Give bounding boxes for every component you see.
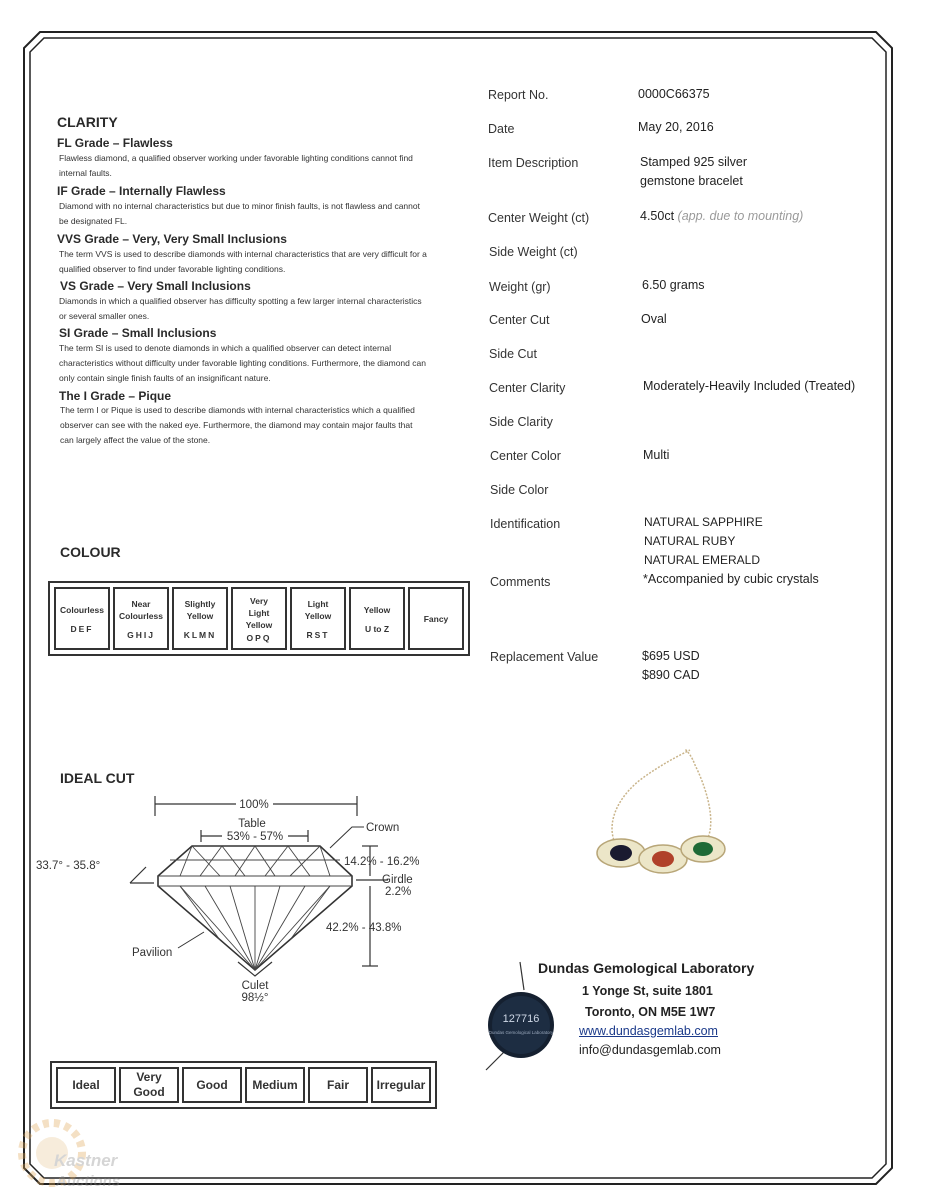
cut-grade-cell: Very Good xyxy=(119,1067,179,1103)
colour-title: COLOUR xyxy=(60,544,121,560)
cut-grade-cell: Medium xyxy=(245,1067,305,1103)
grade-if-heading: IF Grade – Internally Flawless xyxy=(57,184,226,198)
colour-cell: Yellow U to Z xyxy=(349,587,405,650)
grade-si-text: The term SI is used to denote diamonds in which a qualified observer can detect internal characteristics without difficulty under favorable lighting conditions. Furthermore, the diamond can only contain single finish faults of an insignificant nature. xyxy=(59,343,426,383)
grade-vs-heading: VS Grade – Very Small Inclusions xyxy=(60,279,251,293)
colour-cell: Light Yellow RST xyxy=(290,587,346,650)
colour-cell: Slightly Yellow KLMN xyxy=(172,587,228,650)
table-range-label: 53% - 57% xyxy=(226,831,284,843)
colour-cell: Colourless DEF xyxy=(54,587,110,650)
auction-watermark-logo xyxy=(12,1108,142,1198)
identification-value-3: NATURAL EMERALD xyxy=(644,553,761,567)
side-clarity-label: Side Clarity xyxy=(489,415,553,429)
cut-grade-cell: Ideal xyxy=(56,1067,116,1103)
grade-i-heading: The I Grade – Pique xyxy=(59,389,172,403)
colour-scale-table xyxy=(48,581,470,656)
comments-value: *Accompanied by cubic crystals xyxy=(643,572,819,586)
grade-if-text: Diamond with no internal characteristics but due to minor finish faults, is not flawless and cannot be designated FL. xyxy=(59,201,420,226)
svg-text:Auctions: Auctions xyxy=(56,1173,121,1190)
grade-si-heading: SI Grade – Small Inclusions xyxy=(59,326,217,340)
clarity-title: CLARITY xyxy=(57,114,118,130)
center-weight-value: 4.50ct (app. due to mounting) xyxy=(640,209,804,223)
item-description-label: Item Description xyxy=(488,156,579,170)
crown-height-label: 14.2% - 16.2% xyxy=(344,856,420,868)
grade-i-text: The term I or Pique is used to describe diamonds with internal characteristics which a qualified observer can see with the naked eye. Furthermore, the diamond may contain major faults that can largely affect the value of the stone. xyxy=(60,405,415,445)
grade-vvs-text: The term VVS is used to describe diamonds with internal characteristics that are very difficult for a qualified observer to find under favorable lighting conditions. xyxy=(59,249,427,274)
svg-text:Kastner: Kastner xyxy=(54,1151,118,1170)
side-color-label: Side Color xyxy=(490,483,549,497)
grade-fl-heading: FL Grade – Flawless xyxy=(57,136,173,150)
side-cut-label: Side Cut xyxy=(489,347,537,361)
ideal-cut-title: IDEAL CUT xyxy=(60,770,135,786)
culet-angle-label: 98½° xyxy=(241,992,269,1004)
girdle-label: Girdle xyxy=(382,874,413,886)
colour-cell: Near Colourless GHIJ xyxy=(113,587,169,650)
center-color-label: Center Color xyxy=(490,449,561,463)
replacement-usd: $695 USD xyxy=(642,649,700,663)
width-label: 100% xyxy=(239,799,269,811)
report-no-value: 0000C66375 xyxy=(638,87,710,101)
comments-label: Comments xyxy=(490,575,551,589)
date-value: May 20, 2016 xyxy=(638,120,714,134)
girdle-pct-label: 2.2% xyxy=(385,886,412,898)
report-no-label: Report No. xyxy=(488,88,549,102)
bracelet-photo xyxy=(585,745,735,880)
center-clarity-value: Moderately-Heavily Included (Treated) xyxy=(643,379,856,393)
center-clarity-label: Center Clarity xyxy=(489,381,566,395)
lab-name: Dundas Gemological Laboratory xyxy=(538,960,755,976)
crown-angle-label: 33.7° - 35.8° xyxy=(36,860,101,872)
colour-cell: Fancy xyxy=(408,587,464,650)
weight-gr-label: Weight (gr) xyxy=(489,280,551,294)
item-description-value: Stamped 925 silver xyxy=(640,155,748,169)
center-cut-label: Center Cut xyxy=(489,313,550,327)
colour-cell: Very Light Yellow OPQ xyxy=(231,587,287,650)
lab-website-link[interactable]: www.dundasgemlab.com xyxy=(579,1024,718,1038)
lab-email: info@dundasgemlab.com xyxy=(579,1043,721,1057)
table-label: Table xyxy=(238,818,266,830)
diamond-cut-diagram xyxy=(30,790,430,1015)
seal-number: 127716 xyxy=(502,1013,540,1025)
culet-label: Culet xyxy=(241,980,269,992)
grade-vs-text: Diamonds in which a qualified observer has difficulty spotting a few larger internal characteristics or several smaller ones. xyxy=(59,296,422,321)
identification-value-1: NATURAL SAPPHIRE xyxy=(644,515,763,529)
center-cut-value: Oval xyxy=(641,312,667,326)
center-weight-label: Center Weight (ct) xyxy=(488,211,590,225)
cut-grade-cell: Good xyxy=(182,1067,242,1103)
lab-address-1: 1 Yonge St, suite 1801 xyxy=(582,984,713,998)
seal-text: Dundas Gemological Laboratory xyxy=(488,1030,554,1035)
lab-address-2: Toronto, ON M5E 1W7 xyxy=(585,1005,716,1019)
date-label: Date xyxy=(488,122,515,136)
side-weight-label: Side Weight (ct) xyxy=(489,245,578,259)
item-description-value-2: gemstone bracelet xyxy=(640,174,743,188)
cut-grade-cell: Irregular xyxy=(371,1067,431,1103)
lab-seal xyxy=(476,960,566,1075)
center-color-value: Multi xyxy=(643,448,670,462)
identification-label: Identification xyxy=(490,517,561,531)
grade-vvs-heading: VVS Grade – Very, Very Small Inclusions xyxy=(57,232,287,246)
grade-fl-text: Flawless diamond, a qualified observer working under favorable lighting conditions cannot find internal faults. xyxy=(59,153,413,178)
identification-value-2: NATURAL RUBY xyxy=(644,534,736,548)
cut-grade-table xyxy=(50,1061,437,1109)
replacement-cad: $890 CAD xyxy=(642,668,700,682)
replacement-value-label: Replacement Value xyxy=(490,650,599,664)
crown-label: Crown xyxy=(366,822,400,834)
pavilion-label: Pavilion xyxy=(132,947,173,959)
weight-gr-value: 6.50 grams xyxy=(642,278,705,292)
pavilion-depth-label: 42.2% - 43.8% xyxy=(326,922,402,934)
cut-grade-cell: Fair xyxy=(308,1067,368,1103)
